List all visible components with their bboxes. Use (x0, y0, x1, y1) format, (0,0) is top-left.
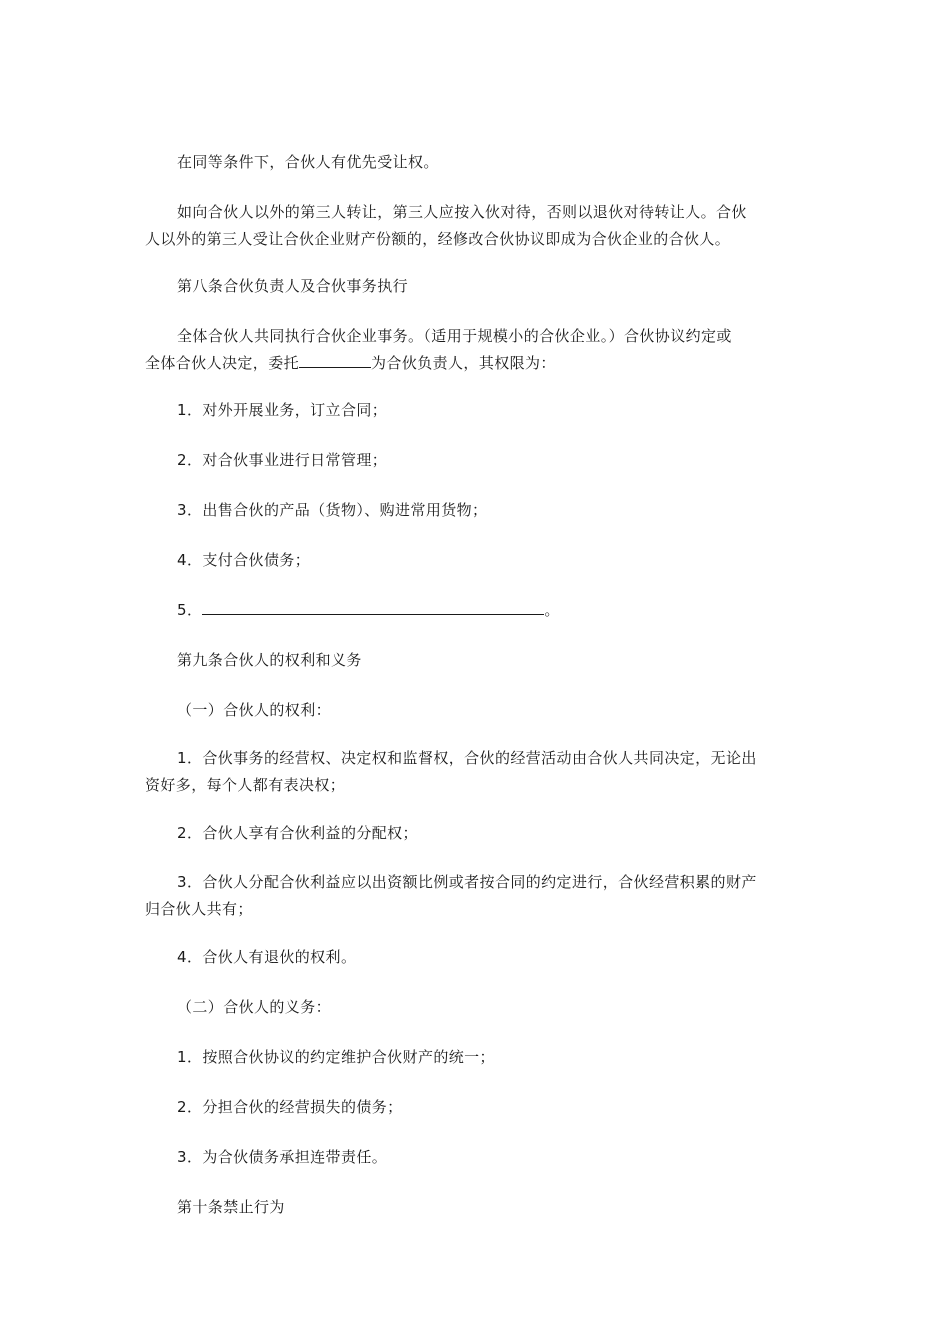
subsection-duties-heading (145, 994, 810, 1021)
text-line: 4．合伙人有退伙的权利。 (177, 948, 357, 966)
text-line: 2．对合伙事业进行日常管理； (177, 451, 388, 469)
article-10-heading (145, 1194, 810, 1221)
paragraph-preemptive-right (145, 149, 810, 176)
fill-in-blank-responsible-person[interactable] (299, 350, 371, 368)
list-item (145, 820, 810, 847)
text-line: 人以外的第三人受让合伙企业财产份额的，经修改合伙协议即成为合伙企业的合伙人。 (145, 230, 731, 248)
text-line: 如向合伙人以外的第三人转让，第三人应按入伙对待，否则以退伙对待转让人。合伙 (177, 203, 747, 221)
list-item (145, 1094, 810, 1121)
text-segment: 。 (544, 601, 560, 619)
text-line: 在同等条件下，合伙人有优先受让权。 (177, 153, 439, 171)
text-line: 3．为合伙债务承担连带责任。 (177, 1148, 388, 1166)
text-line: 第八条合伙负责人及合伙事务执行 (177, 277, 409, 295)
text-line: 3．合伙人分配合伙利益应以出资额比例或者按合同的约定进行，合伙经营积累的财产 (177, 873, 757, 891)
text-line: 1．按照合伙协议的约定维护合伙财产的统一； (177, 1048, 495, 1066)
article-9-heading (145, 647, 810, 674)
paragraph-third-party-transfer (145, 199, 810, 253)
text-line: 全体合伙人共同执行合伙企业事务。（适用于规模小的合伙企业。）合伙协议约定或 (177, 327, 732, 345)
text-line: 第十条禁止行为 (177, 1198, 285, 1216)
text-line: 3．出售合伙的产品（货物）、购进常用货物； (177, 501, 488, 519)
list-item (145, 497, 810, 524)
article-8-heading (145, 273, 810, 300)
text-segment: 全体合伙人决定，委托 (145, 354, 300, 372)
text-line: 第九条合伙人的权利和义务 (177, 651, 362, 669)
text-line: 2．合伙人享有合伙利益的分配权； (177, 824, 418, 842)
list-item (145, 447, 810, 474)
text-line: 1．对外开展业务，订立合同； (177, 401, 388, 419)
list-item-blank (145, 597, 810, 624)
subsection-rights-heading (145, 697, 810, 724)
paragraph-joint-execution (145, 323, 810, 377)
list-item (145, 745, 810, 799)
text-line: 2．分担合伙的经营损失的债务； (177, 1098, 403, 1116)
text-line: 资好多，每个人都有表决权； (145, 776, 346, 794)
text-segment: 5． (177, 601, 203, 619)
text-segment: 为合伙负责人，其权限为： (371, 354, 556, 372)
text-line: （一）合伙人的权利： (177, 701, 332, 719)
list-item (145, 869, 810, 923)
list-item (145, 944, 810, 971)
text-line: 4．支付合伙债务； (177, 551, 311, 569)
fill-in-blank-authority[interactable] (202, 597, 544, 615)
text-line: 归合伙人共有； (145, 900, 253, 918)
text-line: 1．合伙事务的经营权、决定权和监督权，合伙的经营活动由合伙人共同决定，无论出 (177, 749, 757, 767)
list-item (145, 1144, 810, 1171)
text-line-with-blank (145, 350, 810, 377)
text-line: （二）合伙人的义务： (177, 998, 332, 1016)
text-line-with-blank (145, 597, 810, 624)
list-item (145, 1044, 810, 1071)
list-item (145, 397, 810, 424)
list-item (145, 547, 810, 574)
